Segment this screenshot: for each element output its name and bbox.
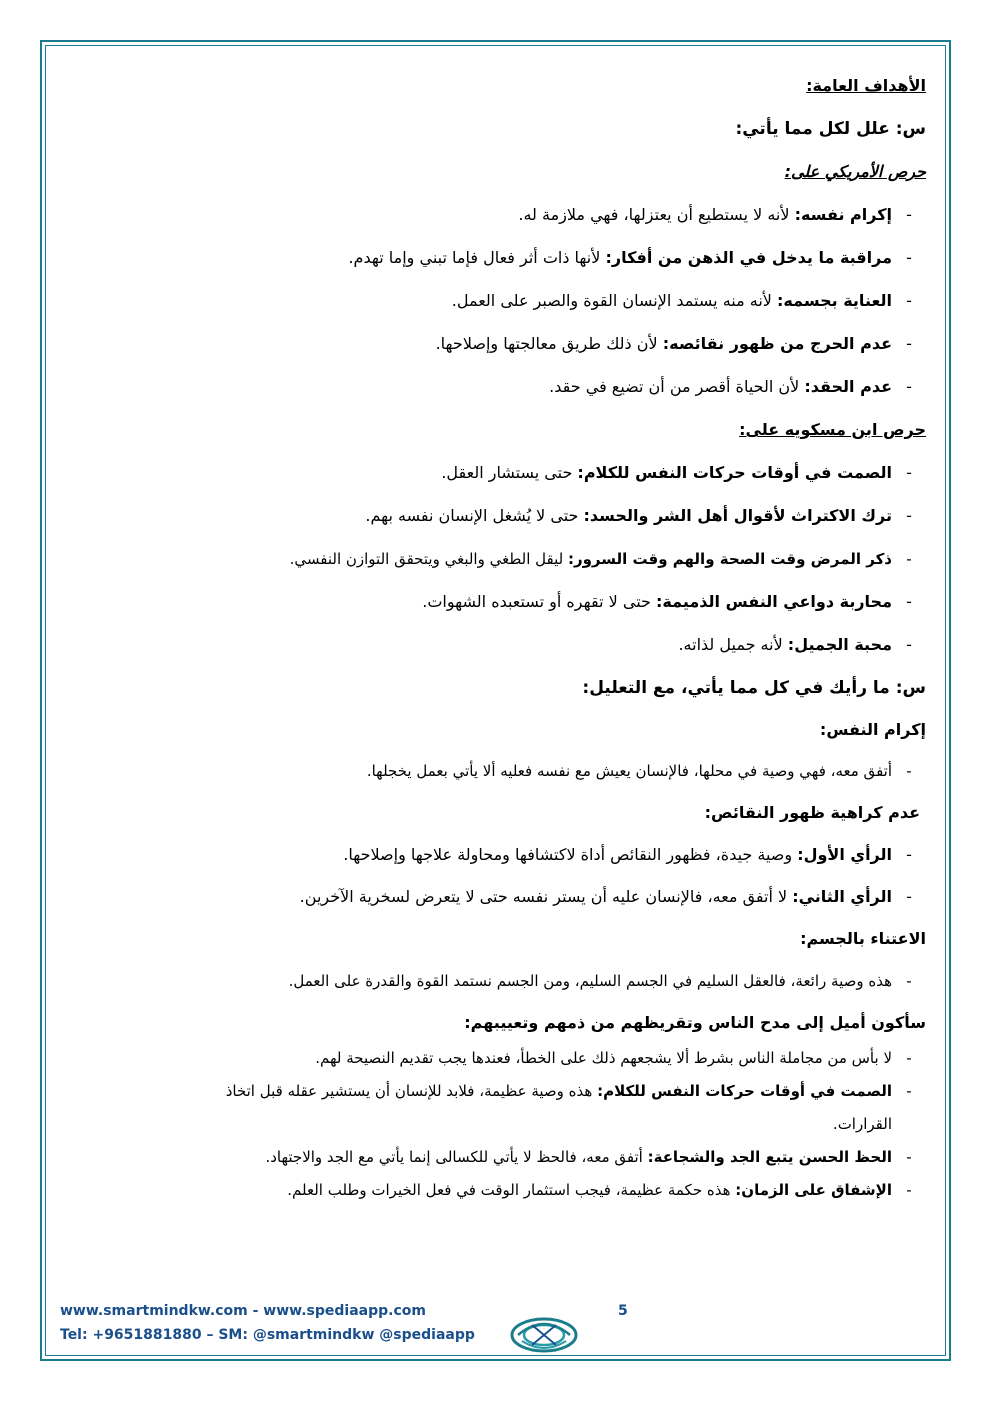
- list-item: - الحظ الحسن يتبع الجد والشجاعة: أتفق معه، فالحظ لا يأتي للكسالى إنما يأتي مع الجد والاجتهاد.: [265, 1148, 912, 1166]
- subheading-miskawayh: حرص ابن مسكويه على:: [739, 420, 926, 439]
- list-item: - الصمت في أوقات حركات النفس للكلام: حتى يستشار العقل.: [441, 463, 912, 482]
- list-item: - هذه وصية رائعة، فالعقل السليم في الجسم السليم، ومن الجسم نستمد القوة والقدرة على العمل.: [288, 972, 912, 990]
- footer-websites[interactable]: www.smartmindkw.com - www.spediaapp.com: [60, 1303, 426, 1319]
- list-item: - العناية بجسمه: لأنه منه يستمد الإنسان القوة والصبر على العمل.: [451, 291, 912, 310]
- subheading-ikram: إكرام النفس:: [819, 720, 926, 739]
- question-2: س: ما رأيك في كل مما يأتي، مع التعليل:: [582, 678, 926, 698]
- subheading-american: حرص الأمريكي على:: [784, 162, 926, 181]
- list-item: - محاربة دواعي النفس الذميمة: حتى لا تقهره أو تستعبده الشهوات.: [422, 592, 912, 611]
- section-title: الأهداف العامة:: [806, 76, 926, 95]
- list-item: - محبة الجميل: لأنه جميل لذاته.: [678, 635, 912, 654]
- footer-contact: Tel: +9651881880 – SM: @smartmindkw @spediaapp: [60, 1327, 475, 1343]
- page-number: 5: [618, 1303, 628, 1319]
- subheading-praise: سأكون أميل إلى مدح الناس وتقريظهم من ذمهم وتعييبهم:: [464, 1013, 926, 1032]
- list-item: - الرأي الثاني: لا أتفق معه، فالإنسان عليه أن يستر نفسه حتى لا يتعرض لسخرية الآخرين.: [299, 887, 912, 906]
- list-item: - لا بأس من مجاملة الناس بشرط ألا يشجعهم ذلك على الخطأ، فعندها يجب تقديم النصيحة لهم.: [315, 1049, 912, 1067]
- list-item: - عدم الحرج من ظهور نقائصه: لأن ذلك طريق معالجتها وإصلاحها.: [435, 334, 912, 353]
- list-item: - إكرام نفسه: لأنه لا يستطيع أن يعتزلها، فهي ملازمة له.: [518, 205, 912, 224]
- list-item: - الإشفاق على الزمان: هذه حكمة عظيمة، فيجب استثمار الوقت في فعل الخيرات وطلب العلم.: [287, 1181, 912, 1199]
- list-item: - الرأي الأول: وصية جيدة، فظهور النقائص أداة لاكتشافها ومحاولة علاجها وإصلاحها.: [343, 845, 912, 864]
- subheading-body: الاعتناء بالجسم:: [800, 929, 926, 948]
- brand-logo-icon: [508, 1311, 580, 1355]
- question-1: س: علل لكل مما يأتي:: [735, 119, 926, 139]
- list-item: - ذكر المرض وقت الصحة والهم وقت السرور: ليقل الطغي والبغي ويتحقق التوازن النفسي.: [289, 550, 912, 568]
- list-item: - عدم الحقد: لأن الحياة أقصر من أن تضيع في حقد.: [549, 377, 912, 396]
- subheading-karahiya: عدم كراهية ظهور النقائص:: [704, 803, 920, 822]
- list-item-continuation: القرارات.: [832, 1115, 892, 1133]
- list-item: - ترك الاكتراث لأقوال أهل الشر والحسد: حتى لا يُشغل الإنسان نفسه بهم.: [365, 506, 912, 525]
- list-item: - الصمت في أوقات حركات النفس للكلام: هذه وصية عظيمة، فلابد للإنسان أن يستشير عقله قبل اتخاذ: [225, 1082, 912, 1100]
- list-item: - مراقبة ما يدخل في الذهن من أفكار: لأنها ذات أثر فعال فإما تبني وإما تهدم.: [348, 248, 912, 267]
- list-item: - أتفق معه، فهي وصية في محلها، فالإنسان يعيش مع نفسه فعليه ألا يأتي بعمل يخجلها.: [366, 762, 912, 780]
